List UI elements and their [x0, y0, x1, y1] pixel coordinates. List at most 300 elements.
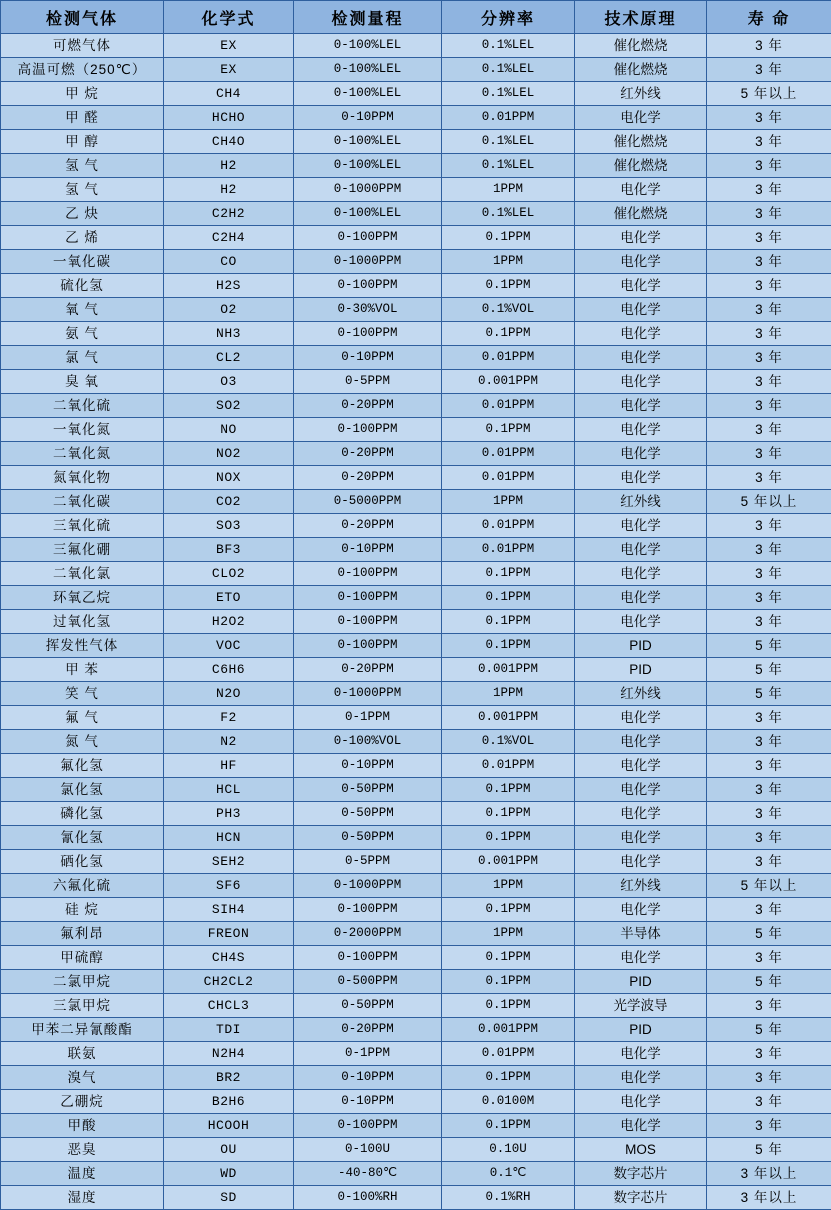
- cell-chemical-formula: WD: [164, 1162, 294, 1186]
- cell-chemical-formula: FREON: [164, 922, 294, 946]
- cell-gas-name: 六氟化硫: [1, 874, 164, 898]
- cell-technology: 半导体: [575, 922, 707, 946]
- cell-resolution: 1PPM: [442, 874, 575, 898]
- cell-technology: 电化学: [575, 250, 707, 274]
- cell-chemical-formula: CL2: [164, 346, 294, 370]
- cell-resolution: 0.1%LEL: [442, 34, 575, 58]
- cell-chemical-formula: H2: [164, 154, 294, 178]
- cell-gas-name: 二氧化氯: [1, 562, 164, 586]
- cell-technology: 电化学: [575, 1114, 707, 1138]
- cell-detection-range: 0-5PPM: [294, 850, 442, 874]
- cell-technology: 电化学: [575, 562, 707, 586]
- cell-resolution: 0.1%LEL: [442, 82, 575, 106]
- cell-lifespan: 3 年: [707, 178, 831, 202]
- column-header-resolution: 分辨率: [442, 1, 575, 34]
- table-row: [1, 82, 831, 106]
- cell-lifespan: 3 年: [707, 370, 831, 394]
- cell-chemical-formula: CH2CL2: [164, 970, 294, 994]
- cell-chemical-formula: HCOOH: [164, 1114, 294, 1138]
- cell-gas-name: 二氧化碳: [1, 490, 164, 514]
- cell-gas-name: 硫化氢: [1, 274, 164, 298]
- cell-resolution: 0.01PPM: [442, 514, 575, 538]
- column-header-technology: 技术原理: [575, 1, 707, 34]
- cell-detection-range: -40-80℃: [294, 1162, 442, 1186]
- cell-chemical-formula: HF: [164, 754, 294, 778]
- cell-gas-name: 甲苯二异氰酸酯: [1, 1018, 164, 1042]
- table-row: [1, 1066, 831, 1090]
- cell-resolution: 0.1PPM: [442, 610, 575, 634]
- cell-lifespan: 3 年: [707, 466, 831, 490]
- cell-detection-range: 0-100PPM: [294, 634, 442, 658]
- cell-detection-range: 0-1000PPM: [294, 682, 442, 706]
- cell-gas-name: 甲 苯: [1, 658, 164, 682]
- cell-lifespan: 5 年: [707, 922, 831, 946]
- cell-gas-name: 二氯甲烷: [1, 970, 164, 994]
- cell-detection-range: 0-100PPM: [294, 562, 442, 586]
- cell-chemical-formula: NO: [164, 418, 294, 442]
- cell-gas-name: 硅 烷: [1, 898, 164, 922]
- cell-lifespan: 3 年: [707, 778, 831, 802]
- cell-detection-range: 0-100PPM: [294, 226, 442, 250]
- cell-lifespan: 3 年: [707, 274, 831, 298]
- cell-detection-range: 0-1PPM: [294, 706, 442, 730]
- cell-technology: 电化学: [575, 898, 707, 922]
- cell-gas-name: 甲 醛: [1, 106, 164, 130]
- cell-detection-range: 0-20PPM: [294, 394, 442, 418]
- table-body: [1, 34, 831, 1210]
- cell-technology: 电化学: [575, 418, 707, 442]
- cell-technology: 红外线: [575, 682, 707, 706]
- column-header-lifespan: 寿 命: [707, 1, 831, 34]
- table-row: [1, 538, 831, 562]
- cell-detection-range: 0-50PPM: [294, 802, 442, 826]
- table-row: [1, 754, 831, 778]
- cell-resolution: 0.01PPM: [442, 394, 575, 418]
- table-row: [1, 250, 831, 274]
- cell-lifespan: 3 年: [707, 202, 831, 226]
- cell-lifespan: 3 年: [707, 442, 831, 466]
- cell-gas-name: 甲酸: [1, 1114, 164, 1138]
- cell-chemical-formula: EX: [164, 34, 294, 58]
- cell-gas-name: 联氨: [1, 1042, 164, 1066]
- cell-chemical-formula: PH3: [164, 802, 294, 826]
- cell-lifespan: 3 年: [707, 898, 831, 922]
- cell-chemical-formula: NOX: [164, 466, 294, 490]
- cell-technology: 催化燃烧: [575, 34, 707, 58]
- cell-lifespan: 5 年以上: [707, 490, 831, 514]
- cell-lifespan: 3 年: [707, 34, 831, 58]
- table-row: [1, 346, 831, 370]
- cell-chemical-formula: O3: [164, 370, 294, 394]
- cell-lifespan: 3 年以上: [707, 1186, 831, 1210]
- cell-resolution: 0.1%LEL: [442, 130, 575, 154]
- cell-technology: 电化学: [575, 514, 707, 538]
- cell-chemical-formula: NO2: [164, 442, 294, 466]
- table-row: [1, 202, 831, 226]
- cell-gas-name: 乙 炔: [1, 202, 164, 226]
- cell-technology: 电化学: [575, 346, 707, 370]
- cell-detection-range: 0-10PPM: [294, 106, 442, 130]
- cell-resolution: 0.1℃: [442, 1162, 575, 1186]
- cell-technology: 电化学: [575, 322, 707, 346]
- cell-technology: 电化学: [575, 778, 707, 802]
- cell-chemical-formula: F2: [164, 706, 294, 730]
- cell-gas-name: 一氧化碳: [1, 250, 164, 274]
- table-row: [1, 226, 831, 250]
- cell-gas-name: 氯 气: [1, 346, 164, 370]
- table-row: [1, 970, 831, 994]
- cell-resolution: 0.1PPM: [442, 802, 575, 826]
- cell-chemical-formula: N2O: [164, 682, 294, 706]
- cell-gas-name: 环氧乙烷: [1, 586, 164, 610]
- cell-chemical-formula: SF6: [164, 874, 294, 898]
- cell-gas-name: 乙 烯: [1, 226, 164, 250]
- cell-technology: 电化学: [575, 730, 707, 754]
- cell-lifespan: 3 年: [707, 850, 831, 874]
- cell-gas-name: 甲硫醇: [1, 946, 164, 970]
- cell-resolution: 0.1PPM: [442, 898, 575, 922]
- cell-detection-range: 0-50PPM: [294, 778, 442, 802]
- cell-chemical-formula: C6H6: [164, 658, 294, 682]
- table-row: [1, 514, 831, 538]
- cell-gas-name: 硒化氢: [1, 850, 164, 874]
- cell-technology: 数字芯片: [575, 1162, 707, 1186]
- cell-technology: 电化学: [575, 1090, 707, 1114]
- cell-technology: 光学波导: [575, 994, 707, 1018]
- cell-detection-range: 0-100PPM: [294, 1114, 442, 1138]
- cell-detection-range: 0-100PPM: [294, 610, 442, 634]
- cell-chemical-formula: HCHO: [164, 106, 294, 130]
- cell-resolution: 0.1PPM: [442, 322, 575, 346]
- cell-chemical-formula: BF3: [164, 538, 294, 562]
- cell-detection-range: 0-5000PPM: [294, 490, 442, 514]
- cell-technology: 催化燃烧: [575, 58, 707, 82]
- cell-detection-range: 0-10PPM: [294, 346, 442, 370]
- table-row: [1, 1042, 831, 1066]
- cell-resolution: 0.0100M: [442, 1090, 575, 1114]
- cell-lifespan: 3 年: [707, 1090, 831, 1114]
- cell-chemical-formula: SIH4: [164, 898, 294, 922]
- cell-gas-name: 乙硼烷: [1, 1090, 164, 1114]
- cell-lifespan: 5 年: [707, 658, 831, 682]
- cell-detection-range: 0-100%LEL: [294, 82, 442, 106]
- table-row: [1, 58, 831, 82]
- cell-chemical-formula: N2H4: [164, 1042, 294, 1066]
- cell-resolution: 0.1%LEL: [442, 154, 575, 178]
- cell-detection-range: 0-100%LEL: [294, 154, 442, 178]
- table-row: [1, 634, 831, 658]
- cell-detection-range: 0-2000PPM: [294, 922, 442, 946]
- cell-lifespan: 3 年: [707, 802, 831, 826]
- cell-resolution: 0.001PPM: [442, 658, 575, 682]
- cell-chemical-formula: SD: [164, 1186, 294, 1210]
- cell-chemical-formula: CH4O: [164, 130, 294, 154]
- cell-gas-name: 三氧化硫: [1, 514, 164, 538]
- table-row: [1, 490, 831, 514]
- cell-lifespan: 3 年: [707, 994, 831, 1018]
- table-row: [1, 466, 831, 490]
- cell-gas-name: 氨 气: [1, 322, 164, 346]
- table-header: [1, 1, 831, 34]
- cell-gas-name: 恶臭: [1, 1138, 164, 1162]
- cell-resolution: 0.1PPM: [442, 634, 575, 658]
- cell-lifespan: 3 年: [707, 226, 831, 250]
- cell-detection-range: 0-100%LEL: [294, 202, 442, 226]
- cell-gas-name: 甲 烷: [1, 82, 164, 106]
- cell-lifespan: 3 年: [707, 706, 831, 730]
- cell-technology: 电化学: [575, 850, 707, 874]
- cell-chemical-formula: H2S: [164, 274, 294, 298]
- cell-detection-range: 0-100%RH: [294, 1186, 442, 1210]
- table-row: [1, 850, 831, 874]
- cell-detection-range: 0-30%VOL: [294, 298, 442, 322]
- cell-gas-name: 笑 气: [1, 682, 164, 706]
- cell-resolution: 0.1PPM: [442, 418, 575, 442]
- cell-resolution: 1PPM: [442, 178, 575, 202]
- cell-detection-range: 0-100PPM: [294, 898, 442, 922]
- cell-chemical-formula: C2H4: [164, 226, 294, 250]
- cell-lifespan: 3 年: [707, 730, 831, 754]
- cell-technology: 催化燃烧: [575, 130, 707, 154]
- cell-gas-name: 三氟化硼: [1, 538, 164, 562]
- table-row: [1, 130, 831, 154]
- cell-gas-name: 三氯甲烷: [1, 994, 164, 1018]
- table-row: [1, 994, 831, 1018]
- cell-resolution: 1PPM: [442, 490, 575, 514]
- cell-chemical-formula: CHCL3: [164, 994, 294, 1018]
- table-row: [1, 322, 831, 346]
- cell-technology: 电化学: [575, 298, 707, 322]
- cell-gas-name: 挥发性气体: [1, 634, 164, 658]
- cell-detection-range: 0-100U: [294, 1138, 442, 1162]
- cell-lifespan: 3 年: [707, 1114, 831, 1138]
- cell-lifespan: 5 年: [707, 682, 831, 706]
- table-row: [1, 106, 831, 130]
- cell-detection-range: 0-100PPM: [294, 586, 442, 610]
- cell-chemical-formula: OU: [164, 1138, 294, 1162]
- cell-technology: 电化学: [575, 586, 707, 610]
- cell-lifespan: 3 年: [707, 106, 831, 130]
- cell-lifespan: 3 年: [707, 538, 831, 562]
- cell-resolution: 0.1PPM: [442, 994, 575, 1018]
- cell-technology: 电化学: [575, 274, 707, 298]
- cell-technology: 电化学: [575, 178, 707, 202]
- cell-lifespan: 3 年: [707, 298, 831, 322]
- column-header-chemical-formula: 化学式: [164, 1, 294, 34]
- cell-chemical-formula: EX: [164, 58, 294, 82]
- cell-chemical-formula: H2O2: [164, 610, 294, 634]
- table-row: [1, 730, 831, 754]
- cell-gas-name: 甲 醇: [1, 130, 164, 154]
- table-row: [1, 658, 831, 682]
- cell-detection-range: 0-10PPM: [294, 1066, 442, 1090]
- cell-gas-name: 湿度: [1, 1186, 164, 1210]
- cell-lifespan: 3 年以上: [707, 1162, 831, 1186]
- cell-lifespan: 5 年: [707, 1138, 831, 1162]
- table-row: [1, 562, 831, 586]
- table-row: [1, 1090, 831, 1114]
- cell-lifespan: 5 年以上: [707, 874, 831, 898]
- cell-resolution: 0.1PPM: [442, 274, 575, 298]
- cell-gas-name: 二氧化氮: [1, 442, 164, 466]
- cell-detection-range: 0-1000PPM: [294, 874, 442, 898]
- cell-resolution: 0.001PPM: [442, 850, 575, 874]
- cell-resolution: 0.1PPM: [442, 778, 575, 802]
- cell-chemical-formula: ETO: [164, 586, 294, 610]
- cell-lifespan: 3 年: [707, 154, 831, 178]
- cell-detection-range: 0-50PPM: [294, 994, 442, 1018]
- cell-lifespan: 5 年: [707, 970, 831, 994]
- table-row: [1, 370, 831, 394]
- table-row: [1, 34, 831, 58]
- cell-chemical-formula: TDI: [164, 1018, 294, 1042]
- cell-resolution: 0.1PPM: [442, 826, 575, 850]
- table-row: [1, 154, 831, 178]
- cell-chemical-formula: VOC: [164, 634, 294, 658]
- cell-chemical-formula: CO: [164, 250, 294, 274]
- cell-detection-range: 0-100PPM: [294, 274, 442, 298]
- cell-detection-range: 0-100%LEL: [294, 130, 442, 154]
- table-row: [1, 778, 831, 802]
- cell-gas-name: 氮 气: [1, 730, 164, 754]
- cell-detection-range: 0-10PPM: [294, 1090, 442, 1114]
- cell-technology: 红外线: [575, 874, 707, 898]
- cell-lifespan: 3 年: [707, 394, 831, 418]
- cell-technology: 红外线: [575, 490, 707, 514]
- cell-chemical-formula: H2: [164, 178, 294, 202]
- cell-detection-range: 0-100%VOL: [294, 730, 442, 754]
- table-row: [1, 274, 831, 298]
- cell-gas-name: 高温可燃（250℃）: [1, 58, 164, 82]
- cell-technology: 电化学: [575, 754, 707, 778]
- cell-detection-range: 0-10PPM: [294, 538, 442, 562]
- cell-resolution: 0.01PPM: [442, 466, 575, 490]
- cell-resolution: 0.1PPM: [442, 1114, 575, 1138]
- cell-technology: 电化学: [575, 466, 707, 490]
- cell-detection-range: 0-500PPM: [294, 970, 442, 994]
- cell-chemical-formula: CH4: [164, 82, 294, 106]
- cell-resolution: 1PPM: [442, 250, 575, 274]
- cell-chemical-formula: NH3: [164, 322, 294, 346]
- cell-lifespan: 3 年: [707, 586, 831, 610]
- cell-detection-range: 0-1000PPM: [294, 250, 442, 274]
- cell-resolution: 0.1%LEL: [442, 58, 575, 82]
- cell-gas-name: 溴气: [1, 1066, 164, 1090]
- table-row: [1, 178, 831, 202]
- cell-chemical-formula: HCL: [164, 778, 294, 802]
- cell-lifespan: 3 年: [707, 1066, 831, 1090]
- cell-lifespan: 3 年: [707, 1042, 831, 1066]
- cell-technology: 电化学: [575, 610, 707, 634]
- cell-detection-range: 0-50PPM: [294, 826, 442, 850]
- cell-detection-range: 0-20PPM: [294, 466, 442, 490]
- cell-detection-range: 0-100%LEL: [294, 34, 442, 58]
- cell-resolution: 0.01PPM: [442, 442, 575, 466]
- cell-gas-name: 一氧化氮: [1, 418, 164, 442]
- cell-lifespan: 3 年: [707, 250, 831, 274]
- cell-technology: 电化学: [575, 370, 707, 394]
- cell-resolution: 0.001PPM: [442, 1018, 575, 1042]
- cell-technology: 电化学: [575, 226, 707, 250]
- cell-resolution: 0.001PPM: [442, 706, 575, 730]
- cell-technology: 电化学: [575, 106, 707, 130]
- cell-detection-range: 0-100%LEL: [294, 58, 442, 82]
- cell-technology: 电化学: [575, 394, 707, 418]
- cell-lifespan: 3 年: [707, 346, 831, 370]
- column-header-detection-range: 检测量程: [294, 1, 442, 34]
- cell-lifespan: 5 年以上: [707, 82, 831, 106]
- cell-lifespan: 3 年: [707, 514, 831, 538]
- table-row: [1, 898, 831, 922]
- cell-lifespan: 3 年: [707, 130, 831, 154]
- cell-technology: 电化学: [575, 706, 707, 730]
- cell-technology: 催化燃烧: [575, 154, 707, 178]
- cell-resolution: 0.10U: [442, 1138, 575, 1162]
- cell-detection-range: 0-20PPM: [294, 1018, 442, 1042]
- cell-technology: 电化学: [575, 1066, 707, 1090]
- cell-detection-range: 0-20PPM: [294, 514, 442, 538]
- table-row: [1, 1138, 831, 1162]
- table-row: [1, 1018, 831, 1042]
- cell-resolution: 0.1PPM: [442, 946, 575, 970]
- cell-chemical-formula: CO2: [164, 490, 294, 514]
- cell-resolution: 0.1PPM: [442, 1066, 575, 1090]
- table-row: [1, 586, 831, 610]
- cell-detection-range: 0-20PPM: [294, 442, 442, 466]
- cell-resolution: 0.1PPM: [442, 226, 575, 250]
- table-row: [1, 1186, 831, 1210]
- cell-chemical-formula: C2H2: [164, 202, 294, 226]
- table-row: [1, 946, 831, 970]
- cell-chemical-formula: SEH2: [164, 850, 294, 874]
- table-row: [1, 1162, 831, 1186]
- cell-technology: 数字芯片: [575, 1186, 707, 1210]
- cell-resolution: 1PPM: [442, 682, 575, 706]
- header-row: [1, 1, 831, 34]
- cell-detection-range: 0-20PPM: [294, 658, 442, 682]
- cell-lifespan: 3 年: [707, 562, 831, 586]
- cell-technology: 电化学: [575, 826, 707, 850]
- cell-technology: PID: [575, 658, 707, 682]
- cell-resolution: 0.1PPM: [442, 586, 575, 610]
- cell-technology: PID: [575, 1018, 707, 1042]
- table-row: [1, 442, 831, 466]
- cell-chemical-formula: B2H6: [164, 1090, 294, 1114]
- cell-lifespan: 5 年: [707, 634, 831, 658]
- table-row: [1, 706, 831, 730]
- cell-gas-name: 氰化氢: [1, 826, 164, 850]
- cell-resolution: 0.01PPM: [442, 346, 575, 370]
- cell-gas-name: 氢 气: [1, 178, 164, 202]
- cell-chemical-formula: BR2: [164, 1066, 294, 1090]
- cell-gas-name: 氟利昂: [1, 922, 164, 946]
- cell-technology: 电化学: [575, 442, 707, 466]
- cell-gas-name: 臭 氧: [1, 370, 164, 394]
- cell-resolution: 0.1%VOL: [442, 730, 575, 754]
- table-row: [1, 418, 831, 442]
- cell-technology: 催化燃烧: [575, 202, 707, 226]
- cell-technology: 电化学: [575, 1042, 707, 1066]
- table-row: [1, 1114, 831, 1138]
- cell-resolution: 0.1%VOL: [442, 298, 575, 322]
- cell-lifespan: 3 年: [707, 946, 831, 970]
- table-row: [1, 826, 831, 850]
- cell-gas-name: 氢 气: [1, 154, 164, 178]
- cell-gas-name: 过氧化氢: [1, 610, 164, 634]
- cell-resolution: 1PPM: [442, 922, 575, 946]
- cell-resolution: 0.1%LEL: [442, 202, 575, 226]
- cell-chemical-formula: O2: [164, 298, 294, 322]
